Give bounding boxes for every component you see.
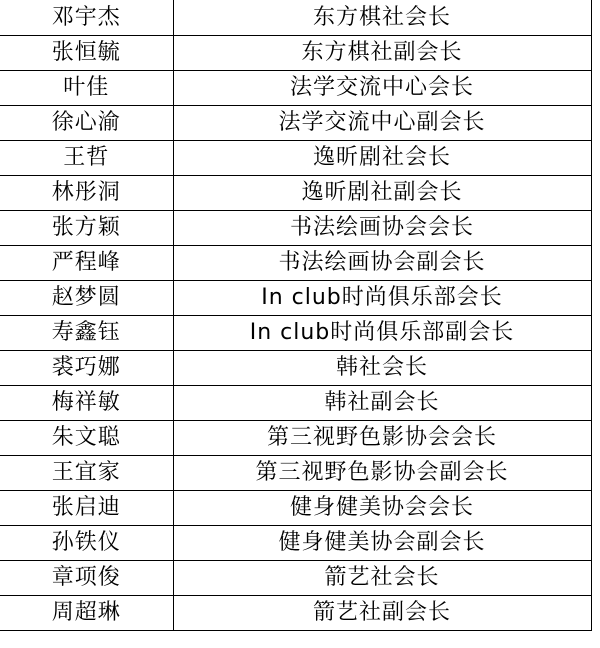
member-name: 林彤洞: [0, 176, 173, 211]
member-role: 健身健美协会会长: [173, 491, 591, 526]
table-row: [0, 421, 591, 456]
table-row: [0, 316, 591, 351]
member-name: 寿鑫钰: [0, 316, 173, 351]
table-row: [0, 526, 591, 561]
member-role: In club时尚俱乐部会长: [173, 281, 591, 316]
member-name: 周超琳: [0, 596, 173, 631]
member-name: 梅祥敏: [0, 386, 173, 421]
table-row: [0, 211, 591, 246]
table-row: [0, 141, 591, 176]
member-name: 王宜家: [0, 456, 173, 491]
member-name: 朱文聪: [0, 421, 173, 456]
member-name: 章项俊: [0, 561, 173, 596]
table-row: [0, 456, 591, 491]
member-name: 孙铁仪: [0, 526, 173, 561]
member-name: 邓宇杰: [0, 0, 173, 36]
member-role: 书法绘画协会会长: [173, 211, 591, 246]
member-name: 严程峰: [0, 246, 173, 281]
member-role: 韩社副会长: [173, 386, 591, 421]
table-row: [0, 71, 591, 106]
member-name: 张恒毓: [0, 36, 173, 71]
table-row: [0, 351, 591, 386]
member-role: 东方棋社会长: [173, 0, 591, 36]
table-row: [0, 106, 591, 141]
table-row: [0, 561, 591, 596]
member-role: 健身健美协会副会长: [173, 526, 591, 561]
member-role: 逸昕剧社副会长: [173, 176, 591, 211]
member-role: 法学交流中心副会长: [173, 106, 591, 141]
member-role: 书法绘画协会副会长: [173, 246, 591, 281]
member-name: 张方颖: [0, 211, 173, 246]
member-role: 韩社会长: [173, 351, 591, 386]
member-role: In club时尚俱乐部副会长: [173, 316, 591, 351]
table-row: [0, 281, 591, 316]
member-role: 第三视野色影协会副会长: [173, 456, 591, 491]
member-name: 叶佳: [0, 71, 173, 106]
member-role: 第三视野色影协会会长: [173, 421, 591, 456]
table-row: [0, 596, 591, 631]
table-row: [0, 386, 591, 421]
member-name: 王哲: [0, 141, 173, 176]
table-row: [0, 0, 591, 36]
table-row: [0, 176, 591, 211]
member-role: 箭艺社副会长: [173, 596, 591, 631]
table-row: [0, 491, 591, 526]
member-name: 张启迪: [0, 491, 173, 526]
member-name: 徐心渝: [0, 106, 173, 141]
member-name: 裘巧娜: [0, 351, 173, 386]
member-role: 箭艺社会长: [173, 561, 591, 596]
table-row: [0, 246, 591, 281]
member-role: 逸昕剧社会长: [173, 141, 591, 176]
member-role: 东方棋社副会长: [173, 36, 591, 71]
member-role: 法学交流中心会长: [173, 71, 591, 106]
member-name: 赵梦圆: [0, 281, 173, 316]
table-row: [0, 36, 591, 71]
